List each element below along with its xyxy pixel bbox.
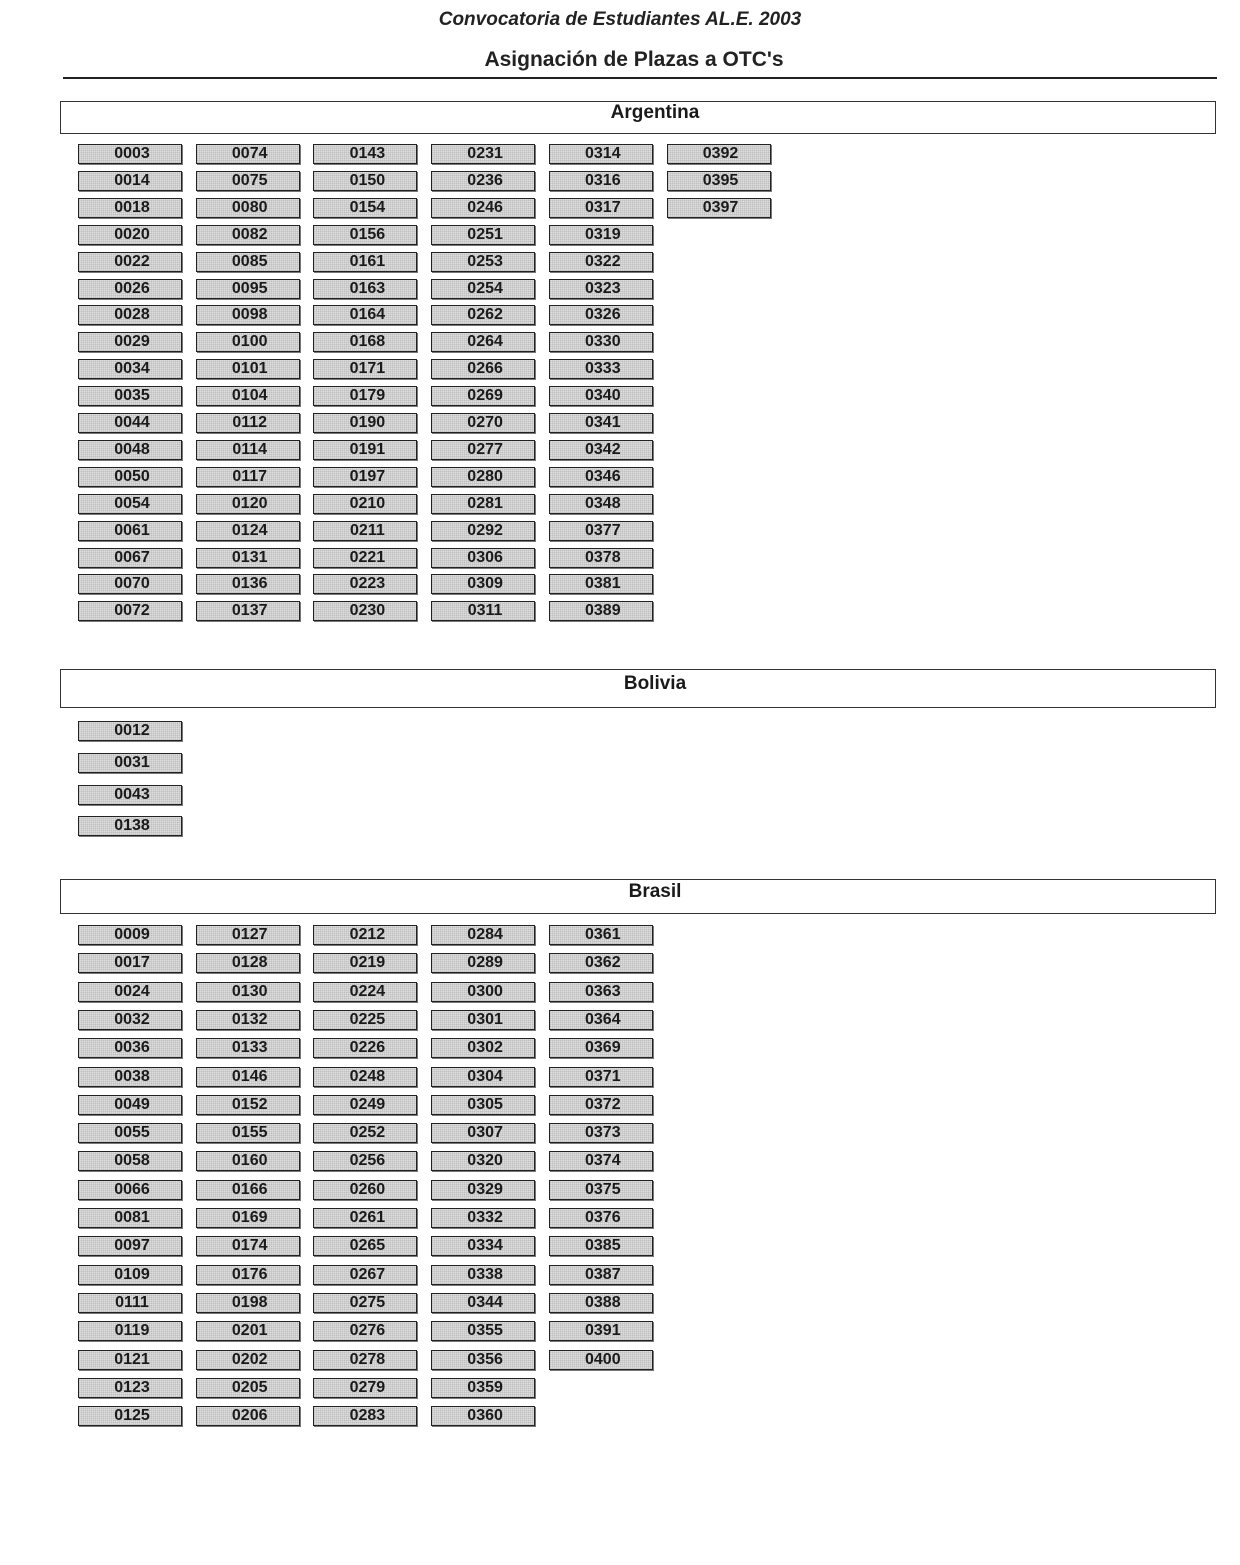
plaza-code-box: 0359 bbox=[431, 1378, 535, 1398]
plaza-code-box: 0205 bbox=[196, 1378, 300, 1398]
plaza-code-box: 0032 bbox=[78, 1010, 182, 1030]
plaza-code-box: 0333 bbox=[549, 359, 653, 379]
plaza-code-box: 0101 bbox=[196, 359, 300, 379]
plaza-code-box: 0169 bbox=[196, 1208, 300, 1228]
plaza-code-box: 0281 bbox=[431, 494, 535, 514]
plaza-code-box: 0320 bbox=[431, 1151, 535, 1171]
plaza-code-box: 0334 bbox=[431, 1236, 535, 1256]
plaza-code-box: 0117 bbox=[196, 467, 300, 487]
plaza-code-box: 0121 bbox=[78, 1350, 182, 1370]
plaza-code-box: 0048 bbox=[78, 440, 182, 460]
plaza-code-box: 0270 bbox=[431, 413, 535, 433]
plaza-code-box: 0050 bbox=[78, 467, 182, 487]
plaza-code-box: 0231 bbox=[431, 144, 535, 164]
document-subtitle: Asignación de Plazas a OTC's bbox=[484, 48, 784, 71]
plaza-code-box: 0278 bbox=[313, 1350, 417, 1370]
plaza-code-box: 0003 bbox=[78, 144, 182, 164]
plaza-code-box: 0311 bbox=[431, 601, 535, 621]
plaza-code-box: 0300 bbox=[431, 982, 535, 1002]
plaza-code-box: 0152 bbox=[196, 1095, 300, 1115]
plaza-code-box: 0075 bbox=[196, 171, 300, 191]
plaza-code-box: 0206 bbox=[196, 1406, 300, 1426]
plaza-code-box: 0267 bbox=[313, 1265, 417, 1285]
plaza-code-box: 0223 bbox=[313, 574, 417, 594]
plaza-code-box: 0202 bbox=[196, 1350, 300, 1370]
plaza-code-box: 0097 bbox=[78, 1236, 182, 1256]
plaza-code-box: 0018 bbox=[78, 198, 182, 218]
plaza-code-box: 0081 bbox=[78, 1208, 182, 1228]
plaza-code-box: 0197 bbox=[313, 467, 417, 487]
plaza-code-box: 0127 bbox=[196, 925, 300, 945]
plaza-code-box: 0012 bbox=[78, 721, 182, 741]
plaza-code-box: 0120 bbox=[196, 494, 300, 514]
plaza-code-box: 0348 bbox=[549, 494, 653, 514]
plaza-code-box: 0360 bbox=[431, 1406, 535, 1426]
plaza-code-box: 0085 bbox=[196, 252, 300, 272]
plaza-code-box: 0119 bbox=[78, 1321, 182, 1341]
plaza-code-box: 0361 bbox=[549, 925, 653, 945]
plaza-code-box: 0277 bbox=[431, 440, 535, 460]
section-header-argentina bbox=[60, 101, 1216, 134]
plaza-code-box: 0036 bbox=[78, 1038, 182, 1058]
plaza-code-box: 0035 bbox=[78, 386, 182, 406]
plaza-code-box: 0191 bbox=[313, 440, 417, 460]
plaza-code-box: 0150 bbox=[313, 171, 417, 191]
plaza-code-box: 0309 bbox=[431, 574, 535, 594]
plaza-code-box: 0171 bbox=[313, 359, 417, 379]
plaza-code-box: 0112 bbox=[196, 413, 300, 433]
plaza-code-box: 0323 bbox=[549, 279, 653, 299]
plaza-code-box: 0302 bbox=[431, 1038, 535, 1058]
plaza-code-box: 0224 bbox=[313, 982, 417, 1002]
plaza-code-box: 0280 bbox=[431, 467, 535, 487]
plaza-code-box: 0143 bbox=[313, 144, 417, 164]
plaza-code-box: 0253 bbox=[431, 252, 535, 272]
plaza-code-box: 0201 bbox=[196, 1321, 300, 1341]
plaza-code-box: 0306 bbox=[431, 548, 535, 568]
plaza-code-box: 0371 bbox=[549, 1067, 653, 1087]
plaza-code-box: 0067 bbox=[78, 548, 182, 568]
plaza-code-box: 0292 bbox=[431, 521, 535, 541]
plaza-code-box: 0304 bbox=[431, 1067, 535, 1087]
plaza-code-box: 0009 bbox=[78, 925, 182, 945]
plaza-code-box: 0344 bbox=[431, 1293, 535, 1313]
plaza-code-box: 0389 bbox=[549, 601, 653, 621]
plaza-code-box: 0355 bbox=[431, 1321, 535, 1341]
plaza-code-box: 0136 bbox=[196, 574, 300, 594]
plaza-code-box: 0168 bbox=[313, 332, 417, 352]
plaza-code-box: 0161 bbox=[313, 252, 417, 272]
plaza-code-box: 0020 bbox=[78, 225, 182, 245]
plaza-code-box: 0254 bbox=[431, 279, 535, 299]
plaza-code-box: 0378 bbox=[549, 548, 653, 568]
plaza-code-box: 0346 bbox=[549, 467, 653, 487]
plaza-code-box: 0391 bbox=[549, 1321, 653, 1341]
plaza-code-box: 0392 bbox=[667, 144, 771, 164]
plaza-code-box: 0198 bbox=[196, 1293, 300, 1313]
plaza-code-box: 0031 bbox=[78, 753, 182, 773]
plaza-code-box: 0210 bbox=[313, 494, 417, 514]
plaza-code-box: 0251 bbox=[431, 225, 535, 245]
plaza-code-box: 0070 bbox=[78, 574, 182, 594]
plaza-code-box: 0385 bbox=[549, 1236, 653, 1256]
plaza-code-box: 0230 bbox=[313, 601, 417, 621]
plaza-code-box: 0026 bbox=[78, 279, 182, 299]
plaza-code-box: 0022 bbox=[78, 252, 182, 272]
plaza-code-box: 0373 bbox=[549, 1123, 653, 1143]
plaza-code-box: 0374 bbox=[549, 1151, 653, 1171]
plaza-code-box: 0388 bbox=[549, 1293, 653, 1313]
plaza-code-box: 0226 bbox=[313, 1038, 417, 1058]
plaza-code-box: 0219 bbox=[313, 953, 417, 973]
plaza-code-box: 0034 bbox=[78, 359, 182, 379]
plaza-code-box: 0261 bbox=[313, 1208, 417, 1228]
plaza-code-box: 0248 bbox=[313, 1067, 417, 1087]
plaza-code-box: 0381 bbox=[549, 574, 653, 594]
plaza-code-box: 0114 bbox=[196, 440, 300, 460]
plaza-code-box: 0176 bbox=[196, 1265, 300, 1285]
plaza-code-box: 0322 bbox=[549, 252, 653, 272]
plaza-code-box: 0072 bbox=[78, 601, 182, 621]
plaza-code-box: 0049 bbox=[78, 1095, 182, 1115]
plaza-code-box: 0269 bbox=[431, 386, 535, 406]
plaza-code-box: 0128 bbox=[196, 953, 300, 973]
plaza-code-box: 0137 bbox=[196, 601, 300, 621]
title-divider bbox=[63, 77, 1217, 79]
plaza-code-box: 0211 bbox=[313, 521, 417, 541]
plaza-code-box: 0289 bbox=[431, 953, 535, 973]
plaza-code-box: 0190 bbox=[313, 413, 417, 433]
plaza-code-box: 0038 bbox=[78, 1067, 182, 1087]
plaza-code-box: 0264 bbox=[431, 332, 535, 352]
plaza-code-box: 0043 bbox=[78, 785, 182, 805]
plaza-code-box: 0283 bbox=[313, 1406, 417, 1426]
plaza-code-box: 0249 bbox=[313, 1095, 417, 1115]
plaza-code-box: 0375 bbox=[549, 1180, 653, 1200]
plaza-code-box: 0164 bbox=[313, 305, 417, 325]
plaza-code-box: 0332 bbox=[431, 1208, 535, 1228]
plaza-code-box: 0276 bbox=[313, 1321, 417, 1341]
plaza-code-box: 0160 bbox=[196, 1151, 300, 1171]
plaza-code-box: 0319 bbox=[549, 225, 653, 245]
plaza-code-box: 0166 bbox=[196, 1180, 300, 1200]
section-header-brasil bbox=[60, 879, 1216, 914]
plaza-code-box: 0123 bbox=[78, 1378, 182, 1398]
plaza-code-box: 0400 bbox=[549, 1350, 653, 1370]
plaza-code-box: 0326 bbox=[549, 305, 653, 325]
plaza-code-box: 0109 bbox=[78, 1265, 182, 1285]
plaza-code-box: 0082 bbox=[196, 225, 300, 245]
plaza-code-box: 0146 bbox=[196, 1067, 300, 1087]
plaza-code-box: 0236 bbox=[431, 171, 535, 191]
plaza-code-box: 0260 bbox=[313, 1180, 417, 1200]
plaza-code-box: 0342 bbox=[549, 440, 653, 460]
plaza-code-box: 0372 bbox=[549, 1095, 653, 1115]
plaza-code-box: 0356 bbox=[431, 1350, 535, 1370]
plaza-code-box: 0338 bbox=[431, 1265, 535, 1285]
plaza-code-box: 0125 bbox=[78, 1406, 182, 1426]
plaza-code-box: 0028 bbox=[78, 305, 182, 325]
plaza-code-box: 0256 bbox=[313, 1151, 417, 1171]
plaza-code-box: 0133 bbox=[196, 1038, 300, 1058]
plaza-code-box: 0397 bbox=[667, 198, 771, 218]
document-title: Convocatoria de Estudiantes AL.E. 2003 bbox=[438, 9, 802, 30]
plaza-code-box: 0080 bbox=[196, 198, 300, 218]
plaza-code-box: 0163 bbox=[313, 279, 417, 299]
plaza-code-box: 0377 bbox=[549, 521, 653, 541]
plaza-code-box: 0095 bbox=[196, 279, 300, 299]
plaza-code-box: 0131 bbox=[196, 548, 300, 568]
plaza-code-box: 0174 bbox=[196, 1236, 300, 1256]
plaza-code-box: 0124 bbox=[196, 521, 300, 541]
plaza-code-box: 0100 bbox=[196, 332, 300, 352]
plaza-code-box: 0305 bbox=[431, 1095, 535, 1115]
plaza-code-box: 0329 bbox=[431, 1180, 535, 1200]
plaza-code-box: 0279 bbox=[313, 1378, 417, 1398]
plaza-code-box: 0395 bbox=[667, 171, 771, 191]
plaza-code-box: 0364 bbox=[549, 1010, 653, 1030]
plaza-code-box: 0341 bbox=[549, 413, 653, 433]
plaza-code-box: 0262 bbox=[431, 305, 535, 325]
plaza-code-box: 0111 bbox=[78, 1293, 182, 1313]
plaza-code-box: 0225 bbox=[313, 1010, 417, 1030]
plaza-code-box: 0369 bbox=[549, 1038, 653, 1058]
plaza-code-box: 0138 bbox=[78, 816, 182, 836]
plaza-code-box: 0179 bbox=[313, 386, 417, 406]
plaza-code-box: 0330 bbox=[549, 332, 653, 352]
plaza-code-box: 0275 bbox=[313, 1293, 417, 1313]
plaza-code-box: 0017 bbox=[78, 953, 182, 973]
plaza-code-box: 0376 bbox=[549, 1208, 653, 1228]
plaza-code-box: 0252 bbox=[313, 1123, 417, 1143]
plaza-code-box: 0317 bbox=[549, 198, 653, 218]
plaza-code-box: 0058 bbox=[78, 1151, 182, 1171]
plaza-code-box: 0044 bbox=[78, 413, 182, 433]
country-label: Brasil bbox=[628, 881, 682, 902]
plaza-code-box: 0098 bbox=[196, 305, 300, 325]
plaza-code-box: 0316 bbox=[549, 171, 653, 191]
plaza-code-box: 0221 bbox=[313, 548, 417, 568]
country-label: Bolivia bbox=[623, 673, 687, 694]
plaza-code-box: 0265 bbox=[313, 1236, 417, 1256]
plaza-code-box: 0284 bbox=[431, 925, 535, 945]
plaza-code-box: 0340 bbox=[549, 386, 653, 406]
plaza-code-box: 0074 bbox=[196, 144, 300, 164]
plaza-code-box: 0246 bbox=[431, 198, 535, 218]
plaza-code-box: 0212 bbox=[313, 925, 417, 945]
plaza-code-box: 0029 bbox=[78, 332, 182, 352]
plaza-code-box: 0155 bbox=[196, 1123, 300, 1143]
plaza-code-box: 0132 bbox=[196, 1010, 300, 1030]
plaza-code-box: 0362 bbox=[549, 953, 653, 973]
section-header-bolivia bbox=[60, 669, 1216, 708]
plaza-code-box: 0055 bbox=[78, 1123, 182, 1143]
plaza-code-box: 0054 bbox=[78, 494, 182, 514]
plaza-code-box: 0387 bbox=[549, 1265, 653, 1285]
plaza-code-box: 0061 bbox=[78, 521, 182, 541]
plaza-code-box: 0156 bbox=[313, 225, 417, 245]
plaza-code-box: 0363 bbox=[549, 982, 653, 1002]
plaza-code-box: 0066 bbox=[78, 1180, 182, 1200]
plaza-code-box: 0130 bbox=[196, 982, 300, 1002]
plaza-code-box: 0104 bbox=[196, 386, 300, 406]
country-label: Argentina bbox=[610, 102, 700, 123]
plaza-code-box: 0014 bbox=[78, 171, 182, 191]
plaza-code-box: 0307 bbox=[431, 1123, 535, 1143]
plaza-code-box: 0154 bbox=[313, 198, 417, 218]
plaza-code-box: 0301 bbox=[431, 1010, 535, 1030]
plaza-code-box: 0024 bbox=[78, 982, 182, 1002]
plaza-code-box: 0266 bbox=[431, 359, 535, 379]
plaza-code-box: 0314 bbox=[549, 144, 653, 164]
